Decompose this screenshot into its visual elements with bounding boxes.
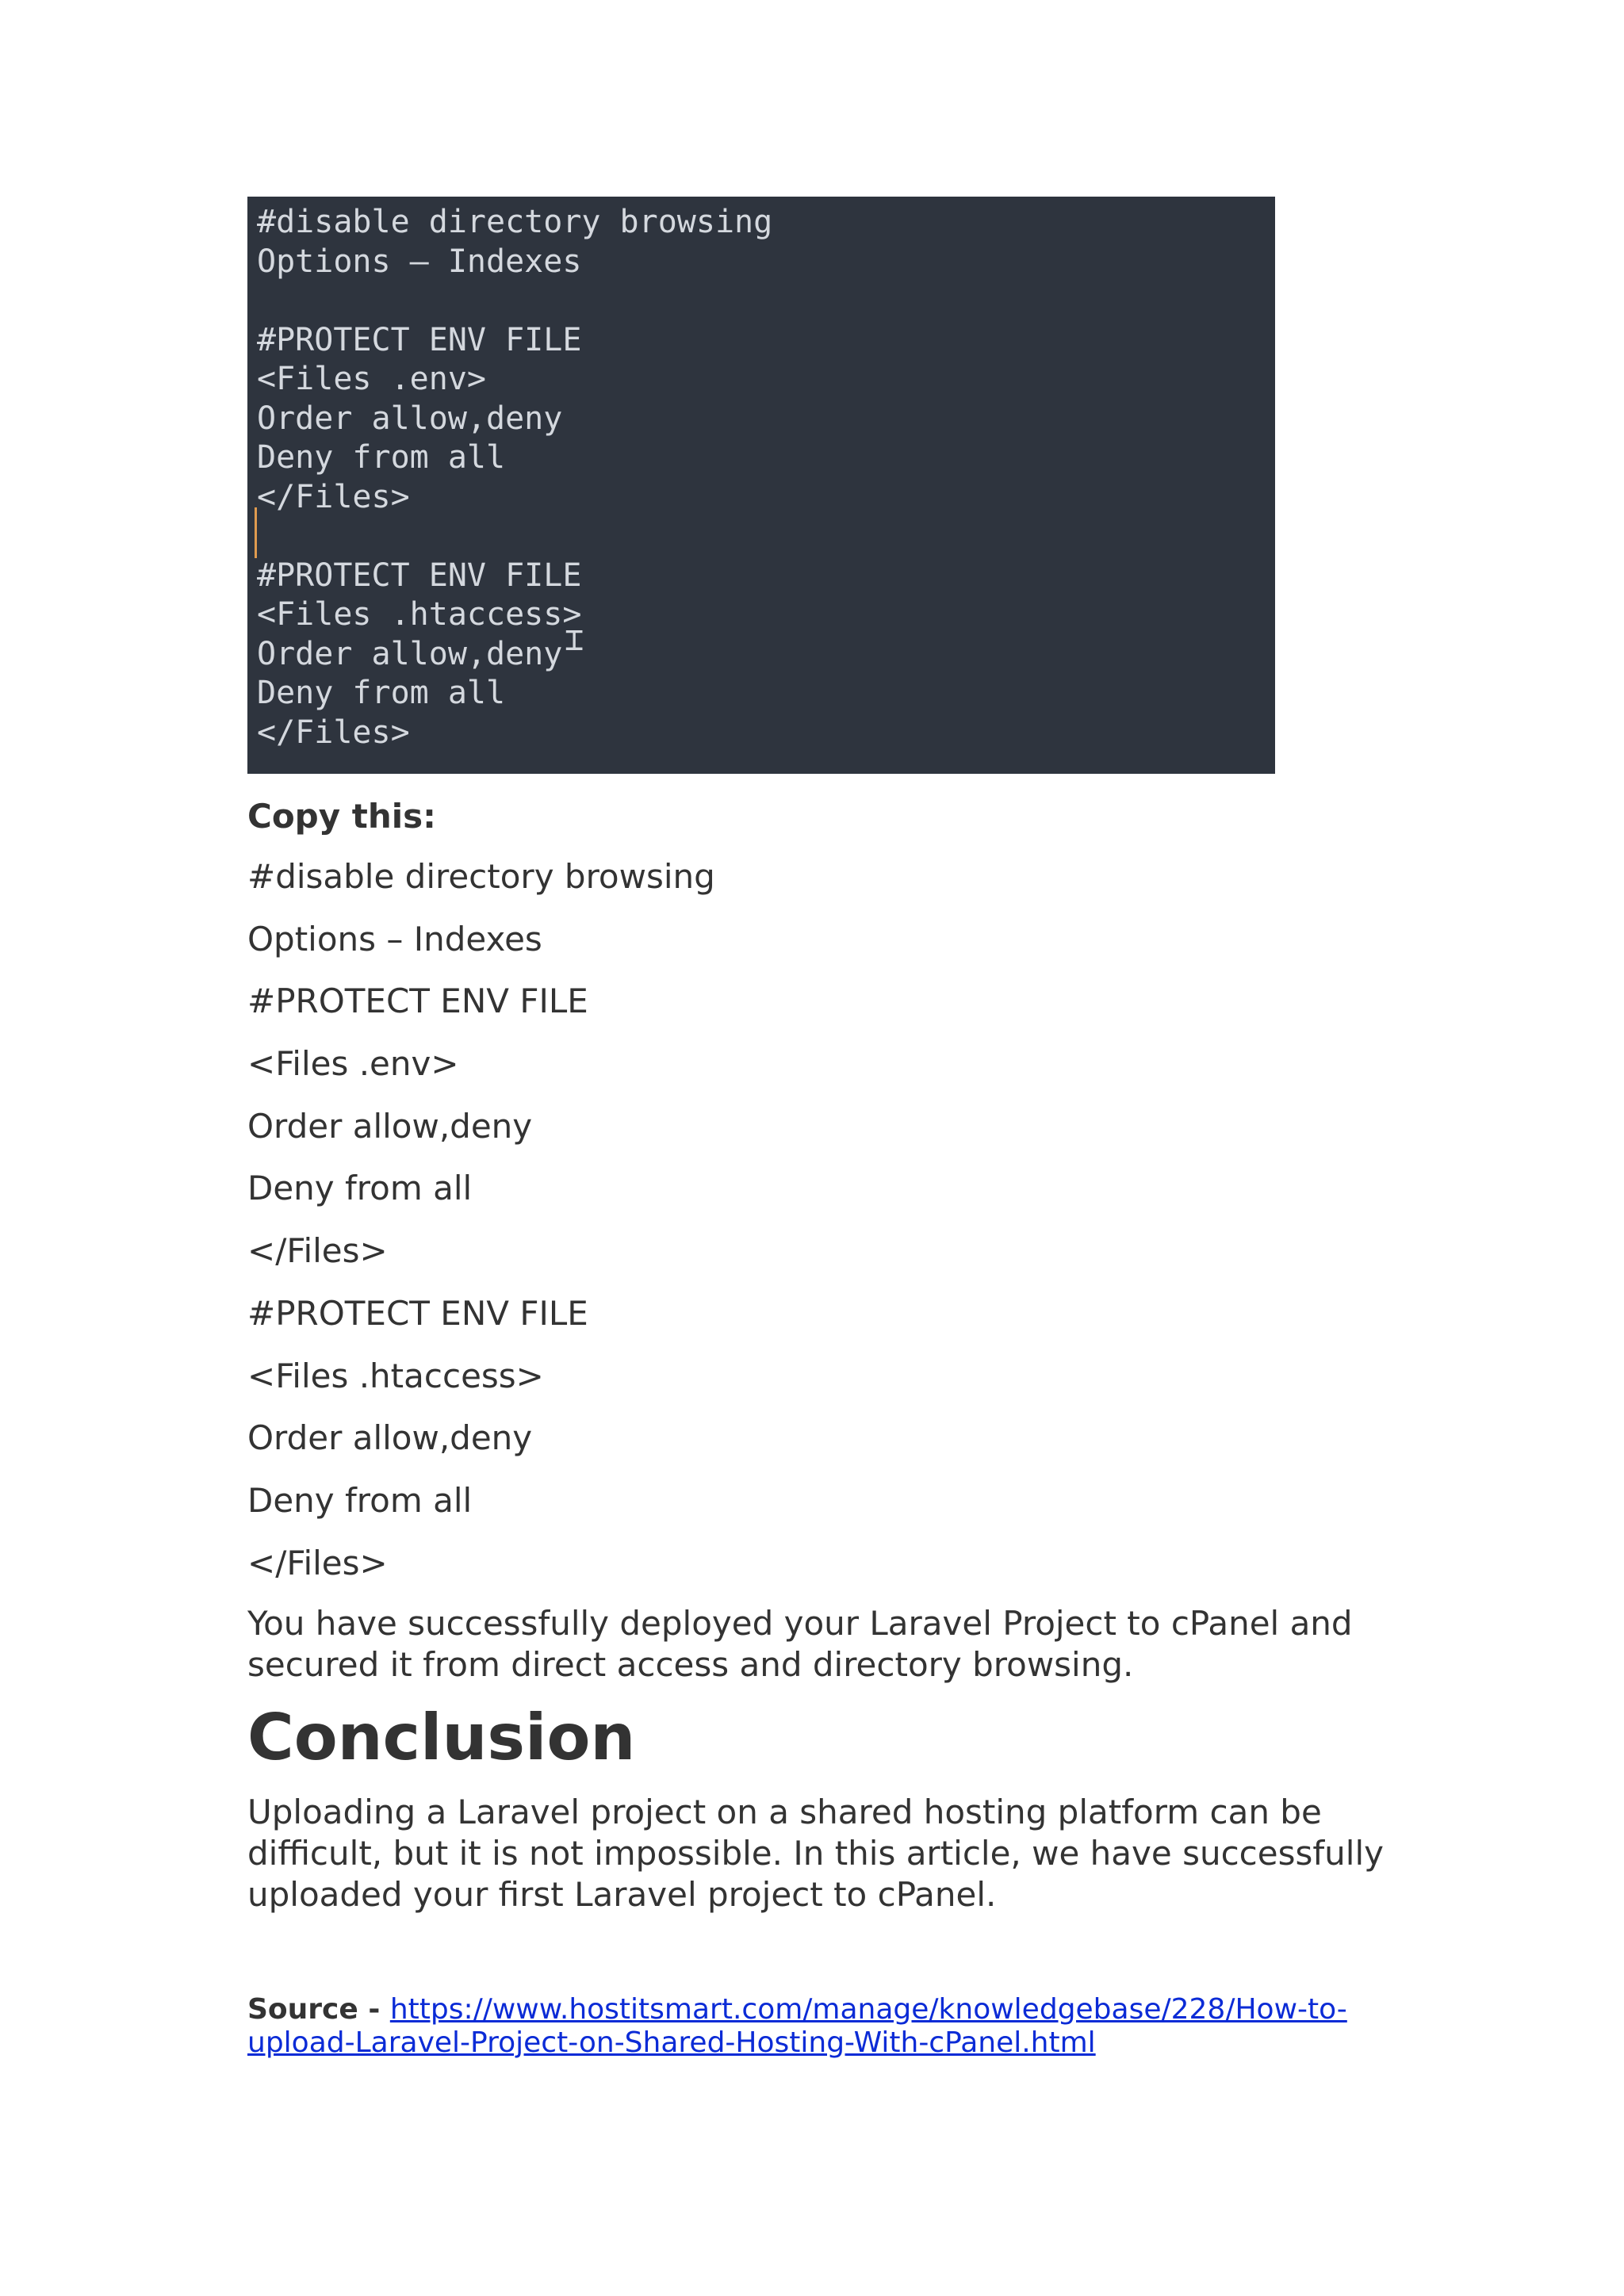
copy-label: Copy this: [247, 797, 436, 836]
code-line: Order allow,deny [257, 635, 563, 672]
source-link[interactable]: https://www.hostitsmart.com/manage/knowledgebase/228/How-to-upload-Laravel-Project-on-Shared-Hosting-With-cPanel.html [247, 1992, 1347, 2059]
snippet-line: Deny from all [247, 1169, 473, 1208]
snippet-block [247, 856, 1389, 1584]
code-line: #PROTECT ENV FILE [257, 557, 582, 594]
code-screenshot [247, 197, 1275, 774]
code-line: #PROTECT ENV FILE [257, 321, 582, 358]
success-paragraph: You have successfully deployed your Laravel Project to cPanel and secured it from direct access and directory browsing. [247, 1603, 1353, 1684]
code-line: </Files> [257, 714, 410, 751]
snippet-line: #PROTECT ENV FILE [247, 1293, 588, 1333]
snippet-line: </Files> [247, 1231, 388, 1271]
source-line [247, 1993, 1389, 2060]
code-lines [257, 203, 1275, 752]
code-line: Order allow,deny [257, 400, 563, 437]
code-line: Deny from all [257, 439, 506, 476]
document-page [247, 197, 1389, 2060]
code-line: Deny from all [257, 675, 506, 711]
code-line: </Files> [257, 478, 410, 515]
snippet-line: #disable directory browsing [247, 857, 715, 896]
code-line: Options – Indexes [257, 243, 582, 280]
snippet-line: Deny from all [247, 1480, 473, 1520]
snippet-line: <Files .env> [247, 1044, 459, 1084]
code-line: <Files .htaccess> [257, 596, 582, 633]
code-line [257, 517, 1275, 557]
snippet-line: #PROTECT ENV FILE [247, 982, 588, 1021]
source-label: Source - [247, 1992, 390, 2026]
editor-caret [255, 507, 257, 558]
conclusion-heading: Conclusion [247, 1700, 636, 1774]
code-line: <Files .env> [257, 361, 486, 397]
conclusion-paragraph: Uploading a Laravel project on a shared hosting platform can be difficult, but it is not impossible. In this article, we have successfully uploaded your first Laravel project to cPanel. [247, 1792, 1384, 1914]
snippet-line: </Files> [247, 1543, 388, 1582]
text-cursor-icon: ⌶ [565, 622, 584, 658]
snippet-line: Order allow,deny [247, 1418, 533, 1458]
snippet-line: Options – Indexes [247, 919, 542, 959]
code-line [257, 281, 1275, 321]
snippet-line: Order allow,deny [247, 1106, 533, 1146]
code-line: #disable directory browsing [257, 204, 773, 240]
snippet-line: <Files .htaccess> [247, 1356, 544, 1395]
